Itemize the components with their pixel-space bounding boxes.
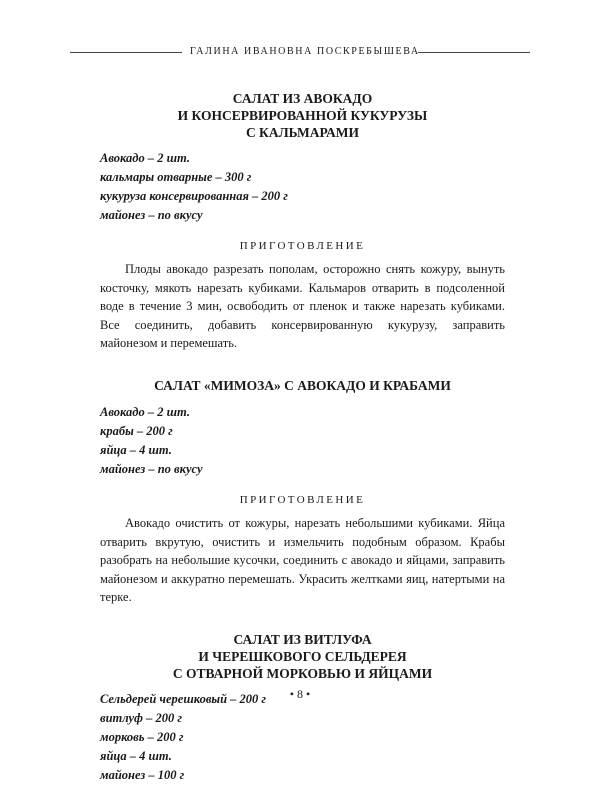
preparation-text: Плоды авокадо разрезать пополам, осторожно снять кожуру, вынуть косточку, мякоть нарезать кубиками. Кальмаров отварить в подсоленной воде в течение 3 мин, освободить от пленок и также нарезать кубиками. Все соединить, добавить консервированную кукурузу, заправить майонезом и перемешать. xyxy=(100,262,505,351)
recipe-mimosa-avocado-crab xyxy=(100,377,505,607)
recipe-witloof-celery-carrot-eggs xyxy=(100,631,505,785)
recipe-title-line: С ОТВАРНОЙ МОРКОВЬЮ И ЯЙЦАМИ xyxy=(172,665,433,681)
recipe-title-line: САЛАТ «МИМОЗА» С АВОКАДО И КРАБАМИ xyxy=(154,377,451,393)
ingredient-item: кукуруза консервированная – 200 г xyxy=(100,189,288,203)
recipe-title-line: САЛАТ ИЗ АВОКАДО xyxy=(232,91,373,106)
ingredient-item: майонез – по вкусу xyxy=(100,208,203,222)
header-rule-right xyxy=(418,52,530,53)
ingredient-item: крабы – 200 г xyxy=(100,423,173,438)
page-number: • 8 • xyxy=(289,687,311,701)
preparation-heading: ПРИГОТОВЛЕНИЕ xyxy=(239,493,366,506)
header-rule-left xyxy=(70,52,182,53)
ingredient-item: яйца – 4 шт. xyxy=(100,442,172,457)
recipe-title xyxy=(100,631,505,682)
recipe-avocado-corn-squid xyxy=(100,90,505,353)
recipe-title xyxy=(100,90,505,141)
preparation-heading: ПРИГОТОВЛЕНИЕ xyxy=(239,240,366,252)
recipe-title xyxy=(100,377,505,394)
ingredient-item: Сельдерей черешковый – 200 г xyxy=(100,691,267,706)
ingredient-item: яйца – 4 шт. xyxy=(100,748,172,763)
ingredient-item: морковь – 200 г xyxy=(100,729,184,744)
ingredient-item: Авокадо – 2 шт. xyxy=(100,404,191,419)
ingredient-item: витлуф – 200 г xyxy=(100,710,182,725)
recipe-title-line: И ЧЕРЕШКОВОГО СЕЛЬДЕРЕЯ xyxy=(198,648,407,664)
author-name: ГАЛИНА ИВАНОВНА ПОСКРЕБЫШЕВА xyxy=(190,46,420,57)
preparation-text: Авокадо очистить от кожуры, нарезать небольшими кубиками. Яйца отварить вкрутую, очистить и измельчить подобным образом. Крабы разобрать на небольшие кусочки, соединить с авокадо и яйцами, заправить майонезом и аккуратно перемешать. Украсить желтками яиц, натертыми на терке. xyxy=(100,515,505,605)
ingredients-list xyxy=(100,149,505,225)
running-header xyxy=(70,44,530,60)
page-content xyxy=(100,90,505,785)
recipe-title-line: С КАЛЬМАРАМИ xyxy=(245,125,360,140)
ingredients-list xyxy=(100,403,505,479)
ingredient-item: майонез – по вкусу xyxy=(100,461,203,476)
ingredient-item: кальмары отварные – 300 г xyxy=(100,170,252,184)
recipe-title-line: И КОНСЕРВИРОВАННОЙ КУКУРУЗЫ xyxy=(177,108,428,123)
ingredient-item: майонез – 100 г xyxy=(100,767,185,782)
ingredients-list xyxy=(100,690,505,785)
recipe-title-line: САЛАТ ИЗ ВИТЛУФА xyxy=(233,631,372,647)
ingredient-item: Авокадо – 2 шт. xyxy=(100,151,191,165)
